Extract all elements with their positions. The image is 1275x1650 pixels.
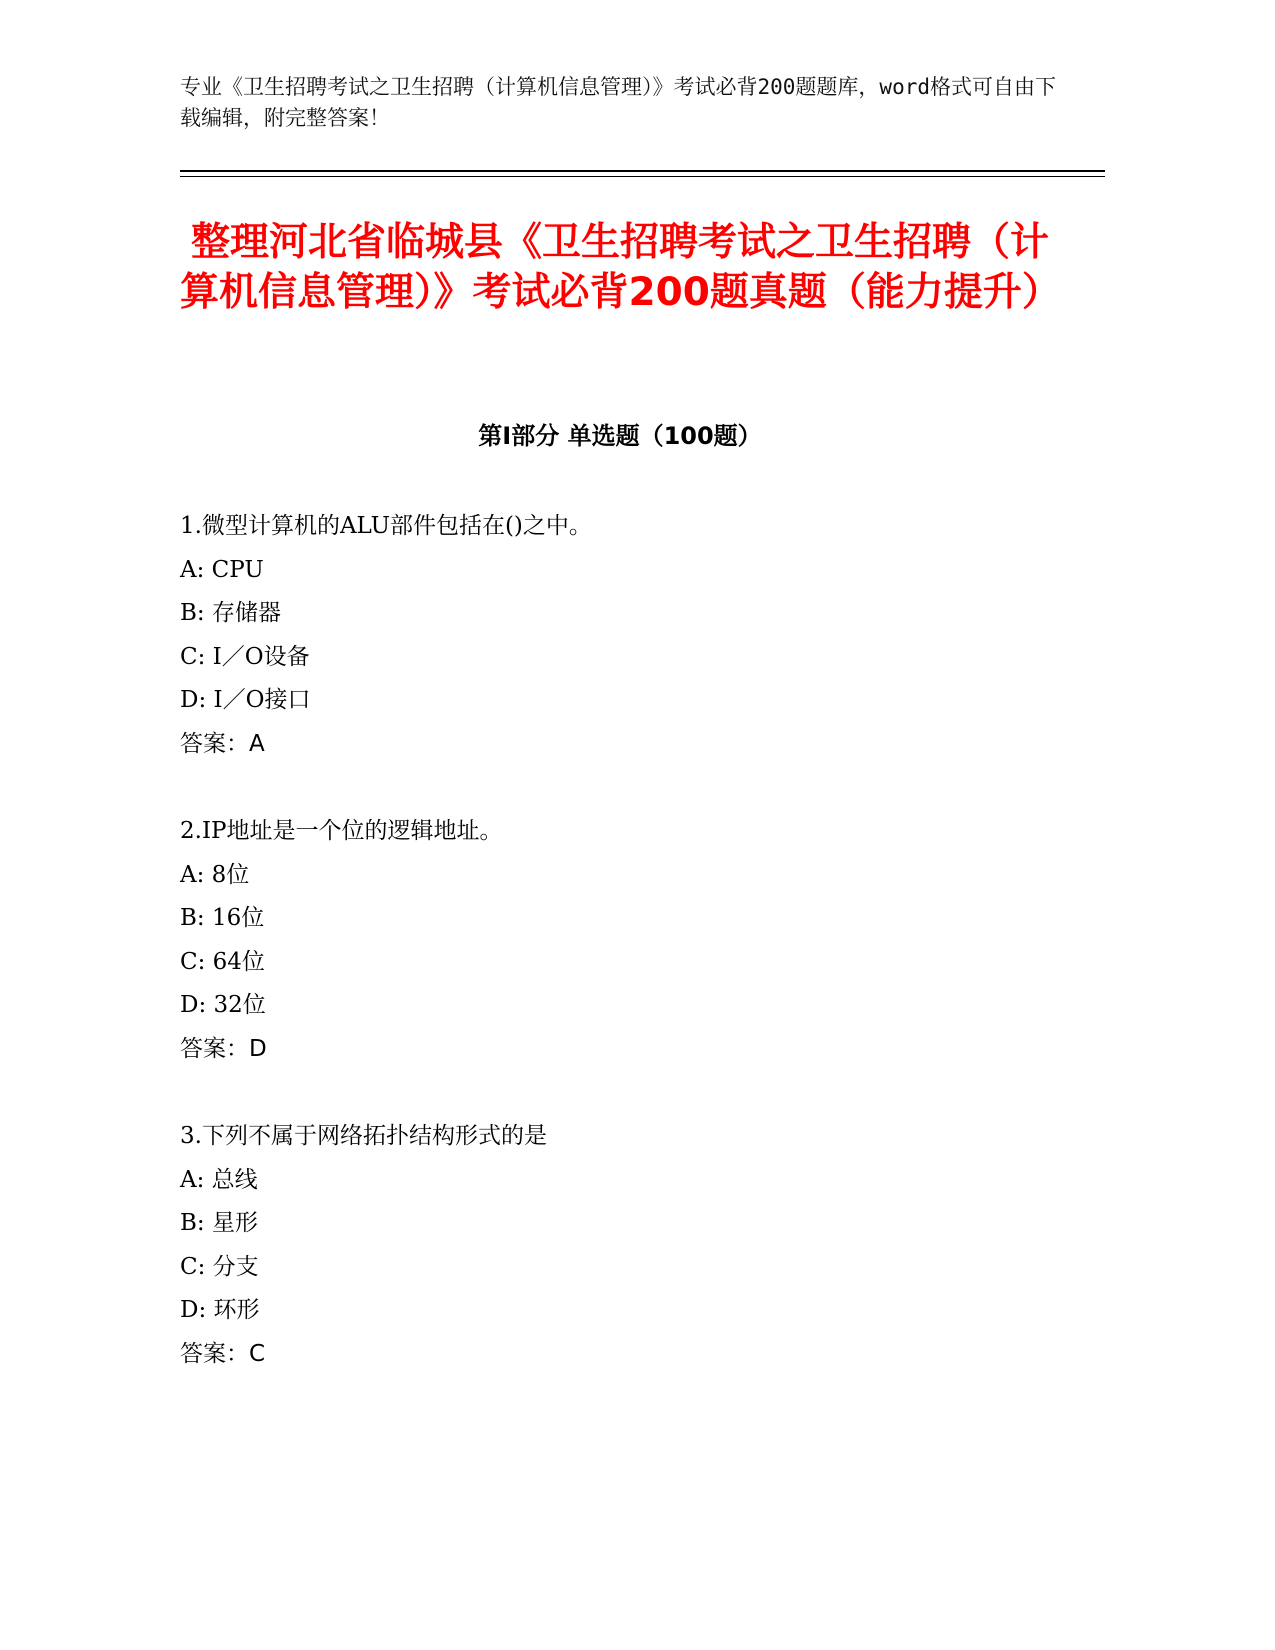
question-stem: 1.微型计算机的ALU部件包括在()之中。 bbox=[180, 513, 592, 539]
option-a: A: CPU bbox=[180, 556, 264, 583]
option-d: D: 环形 bbox=[180, 1297, 260, 1323]
option-d: D: I／O接口 bbox=[180, 687, 311, 713]
question-list bbox=[180, 505, 1080, 1420]
option-d: D: 32位 bbox=[180, 992, 266, 1018]
question-stem: 3.下列不属于网络拓扑结构形式的是 bbox=[180, 1123, 547, 1149]
question-3 bbox=[180, 1115, 1080, 1420]
question-stem: 2.IP地址是一个位的逻辑地址。 bbox=[180, 818, 503, 844]
header-divider-thick bbox=[180, 170, 1105, 172]
option-b: B: 16位 bbox=[180, 905, 265, 931]
option-a: A: 总线 bbox=[180, 1166, 258, 1193]
answer-line: 答案：C bbox=[180, 1340, 266, 1367]
header-divider-thin bbox=[180, 176, 1105, 177]
option-b: B: 存储器 bbox=[180, 600, 281, 626]
question-1 bbox=[180, 505, 1080, 810]
option-c: C: I／O设备 bbox=[180, 643, 310, 670]
option-a: A: 8位 bbox=[180, 861, 250, 888]
document-title: 整理河北省临城县《卫生招聘考试之卫生招聘（计算机信息管理）》考试必背200题真题（能力提升） bbox=[180, 220, 1061, 315]
option-b: B: 星形 bbox=[180, 1210, 258, 1236]
option-c: C: 64位 bbox=[180, 948, 265, 975]
question-2 bbox=[180, 810, 1080, 1115]
answer-line: 答案：D bbox=[180, 1035, 267, 1062]
option-c: C: 分支 bbox=[180, 1253, 259, 1280]
answer-line: 答案：A bbox=[180, 730, 265, 757]
header-note: 专业《卫生招聘考试之卫生招聘（计算机信息管理）》考试必背200题题库，word格式可自由下载编辑，附完整答案！ bbox=[180, 75, 1056, 130]
section-title: 第I部分 单选题（100题） bbox=[478, 422, 762, 450]
